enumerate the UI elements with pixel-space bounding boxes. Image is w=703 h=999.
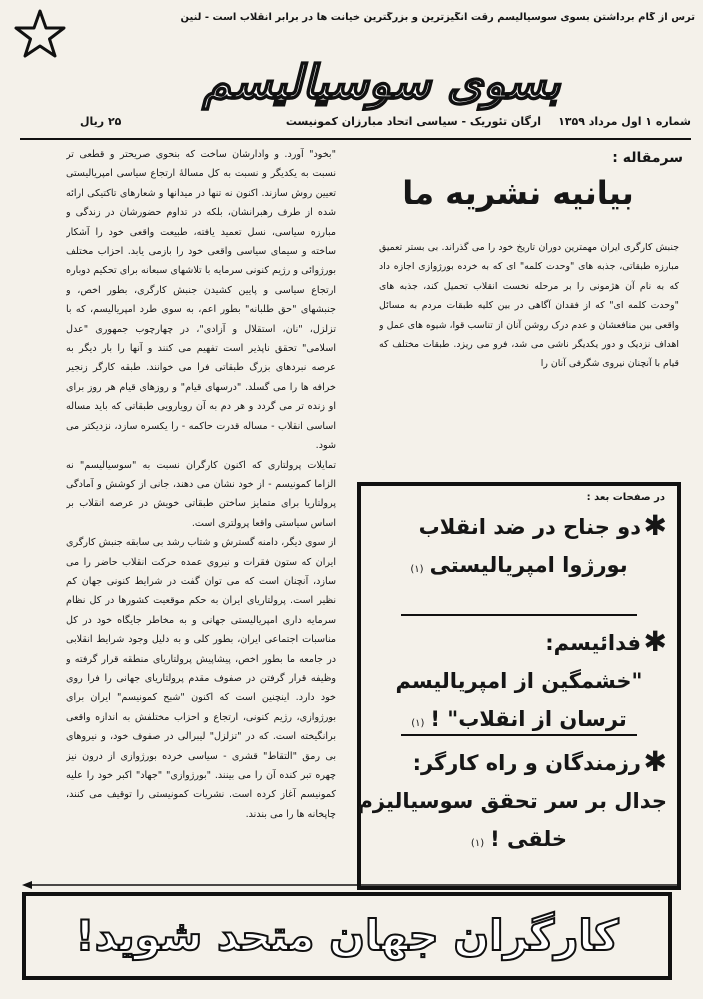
inside-item-title: دو جناح در ضد انقلاب <box>418 515 641 539</box>
inside-item <box>371 624 667 743</box>
footnote-mark: (۱) <box>411 718 425 729</box>
editorial-body <box>379 238 679 476</box>
inside-pages-box <box>357 482 681 890</box>
editorial-label: سرمقاله : <box>612 150 683 166</box>
footer-slogan-box <box>22 892 672 980</box>
asterisk-icon: ✱ <box>643 509 667 542</box>
item-divider <box>401 734 637 736</box>
publication-subtitle: ارگان تئوریک - سیاسی اتحاد مبارزان کمونیست <box>285 115 541 128</box>
article-paragraph: از سوی دیگر، دامنه گسترش و شتاب رشد بی سابقه جنبش کارگری ایران که ستون فقرات و نیروی عمده حرکت انقلاب حاضر را می سازد، آنچنان است که می توان گفت در شرایط کنونی جهان کم نظیر است. پرولتاریای ایران به حکم موقعیت کشورها در کل نظام سرمایه داری امپریالیستی جهانی و به مخاطر جایگاه خود در کل مناسبات اجتماعی ایران، بطور کلی و به دلیل وجود شرایط انقلابی در جامعه ما بطور اخص، پیشاپیش پرولتاریای منطقه قرار گرفته و وظیفه قرار گرفتن در صفوف مقدم پرولتاریای جهانی را فرا روی خود دارد. اینچنین است که اکنون "شبح کمونیسم" ایران برای بورژوازی، رژیم کنونی، ارتجاع و احزاب مختلفش به اندازه واقعی برانگیخته است. که در "تزلزل" لیبرالی در صفوف خود، و نیروهای بی رمق "التقاط" قشری - سیاسی خرده بورژوازی از درون نیز چهره تبر کنده آن را می بینند. "بورژوازی" "جهاد" اکبر خود را علیه کمونیسم آغاز کرده است. نشریات کمونیستی را توقیف می کنند، چاپخانه ها را می بندند. <box>66 537 336 820</box>
price: ۲۵ ریال <box>80 115 122 128</box>
article-paragraph: تمایلات پرولتاری که اکنون کارگران نسبت به "سوسیالیسم" نه الزاما کمونیسم - از خود نشان می دهند، جانی از کوشش و آمادگی پرولتاریا برای متمایز ساختن طبقاتی خویش در عرصه انقلاب بر اساس سیاستی واقعا پرولتری است. <box>66 459 336 529</box>
inside-item-line: جدال بر سر تحقق سوسیالیزم <box>357 789 667 813</box>
masthead-title: بسوی سوسیالیسم <box>202 55 561 109</box>
inside-item-line <box>371 546 667 589</box>
asterisk-icon: ✱ <box>643 625 667 658</box>
inside-item-text: ترسان از انقلاب" ! <box>430 707 627 731</box>
issue-info: شماره ۱ اول مرداد ۱۳۵۹ <box>558 115 691 128</box>
masthead-meta-row <box>20 115 691 137</box>
inside-item-line <box>371 700 667 743</box>
article-paragraph: "بخود" آورد. و وادارشان ساخت که بنحوی صریحتر و قطعی تر نسبت به یکدیگر و نسبت به کل مسالۀ ارتجاع سیاسی امپریالیستی تعیین روش سازند. اکنون نه تنها در میدانها و شعارهای تاکتیکی ارائه شده از طرف رهبرانشان، بلکه در تداوم حضورشان در زندگی و مبارزه سیاسی، نسل تعمید یافته، طبیعت واقعی خود را آشکار ساخته و سیمای سیاسی واقعی خود را بازمی یابد. احزاب مختلف بورژوائی و رژیم کنونی سرمایه با تلاشهای سبعانه برای تحکیم دوباره ارتجاع سیاسی و پایین کشیدن جنبش کارگری، بطور اخص، و جنبشهای "حق طلبانه" بطور اعم، به سوی طرد امپریالیسم، که با تزلزل، "نان، استقلال و آزادی"، در چهارچوب جمهوری "عدل اسلامی" تحقق ناپذیر است تفهیم می کنند و آنها را بار دیگر به عرصه نبردهای بزرگ طبقاتی فرا می خوانند. طبقه کارگر زنجیر خرافه ها را می گسلد. "درسهای قیام" و روزهای قیام هر روز برای او زنده تر می گردد و هر دم به آن رویارویی طبقاتی که باید مساله اساسی انقلاب - مساله قدرت حاکمه - را یکسره سازد، نزدیکتر می شود. <box>66 149 336 452</box>
inside-item <box>357 744 667 863</box>
footer-slogan: کارگران جهان متحد شوید! <box>75 911 619 960</box>
arrow-divider <box>22 880 678 890</box>
inside-pages-label: در صفحات بعد : <box>586 492 665 503</box>
inside-item-line: "خشمگین از امپریالیسم <box>395 669 643 693</box>
inside-item <box>371 508 667 589</box>
masthead-tagline: ترس از گام برداشتن بسوی سوسیالیسم رقت انگیزترین و بزرگترین خیانت ها در برابر انقلاب است - لنین <box>180 12 695 23</box>
footnote-mark: (۱) <box>470 838 485 849</box>
star-icon <box>14 8 66 60</box>
inside-item-text: بورژوا امپریالیستی <box>429 553 628 577</box>
editorial-title: بیانیه نشریه ما <box>402 174 634 212</box>
editorial-paragraph: جنبش کارگری ایران مهمترین دوران تاریخ خود را می گذراند. بی بستر تعمیق مبارزه طبقاتی، جذبه های "وحدت کلمه" ای که به خرده بورژوازی اجازه داد که به نام آن هژمونی را بر مرحله نخست انقلاب تحمیل کند، جذبه های "وحدت کلمه ای" که از فقدان آگاهی در بین کلیه طبقات مردم به مسائل واقعی بین منافعشان و عدم درک روشن آنان از تناسب قوا، شیوه های عمل و اهداف نزدیک و دور یکدیگر ناشی می شد، فرو می ریزد. طبقات مختلف که قیام با آنچنان نیروی شگرفی آنان را <box>379 242 679 370</box>
footnote-mark: (۱) <box>410 564 424 575</box>
inside-item-title: فدائیسم: <box>545 631 641 655</box>
header-rule <box>20 138 691 140</box>
inside-item-text: خلقی ! <box>490 827 568 851</box>
asterisk-icon: ✱ <box>643 745 667 778</box>
inside-item-line <box>371 820 667 863</box>
item-divider <box>401 614 637 616</box>
left-column-text <box>66 145 336 865</box>
inside-item-title: رزمندگان و راه کارگر: <box>412 751 641 775</box>
